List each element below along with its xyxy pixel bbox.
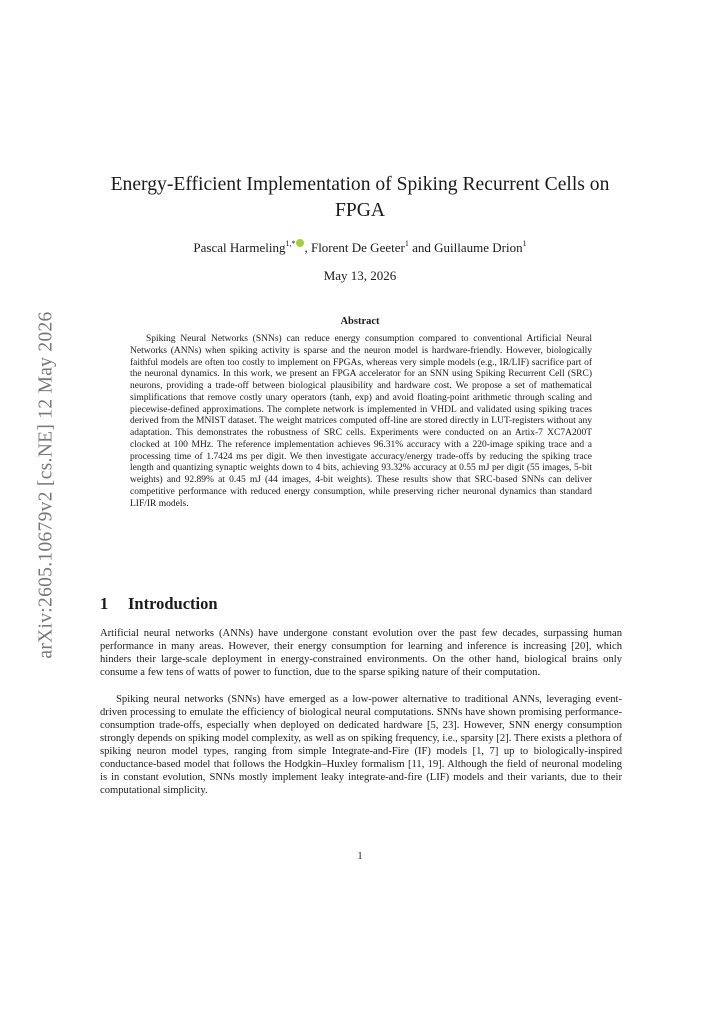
page-number: 1 xyxy=(357,851,363,862)
arxiv-stamp-text: arXiv:2605.10679v2 [cs.NE] 12 May 2026 xyxy=(36,311,57,659)
author-separator: and xyxy=(408,240,435,255)
section-heading xyxy=(100,594,620,614)
arxiv-identifier-stamp xyxy=(37,295,57,675)
section-title: Introduction xyxy=(128,594,218,613)
author-name: Florent De Geeter xyxy=(310,240,405,255)
author-affiliation: 1 xyxy=(522,238,527,248)
body-paragraph: Spiking neural networks (SNNs) have emerged as a low-power alternative to traditional ANNs, leveraging event-driven processing to emulate the efficiency of biological neural computations. SNNs have shown promising performance-consumption trade-offs, especially when deployed on dedicated hardware [5, 23]. However, SNN energy consumption strongly depends on spiking model complexity, as well as on spiking frequency, i.e., sparsity [2]. There exists a plethora of spiking neuron model types, ranging from simple Integrate-and-Fire (IF) models [1, 7] up to biologically-inspired conductance-based model that follows the Hodgkin–Huxley formalism [11, 19]. Although the field of neuronal modeling is in constant evolution, SNNs mostly implement leaky integrate-and-fire (LIF) models and their variants, due to their computational simplicity. xyxy=(100,694,622,797)
author-list xyxy=(90,239,630,256)
publication-date: May 13, 2026 xyxy=(323,268,397,283)
section-number: 1 xyxy=(100,594,109,613)
author-affiliation: 1 xyxy=(404,238,409,248)
body-paragraph: Artificial neural networks (ANNs) have undergone constant evolution over the past few decades, surpassing human performance in many areas. However, their energy consumption for learning and inference is increasing [20], which hinders their large-scale deployment in energy-constrained environments. On the other hand, biological brains only consume a few tens of watts of power to function, due to the sparse spiking nature of their computation. xyxy=(100,628,622,679)
abstract-heading: Abstract xyxy=(340,316,380,327)
author-name: Pascal Harmeling xyxy=(193,240,286,255)
abstract-text: Spiking Neural Networks (SNNs) can reduce energy consumption compared to conventional Artificial Neural Networks (ANNs) when spiking activity is sparse and the neuron model is hardware-friendly. However, biologically faithful models are often too costly to implement on FPGAs, whereas very simple models (e.g., IR/LIF) sacrifice part of the neuronal dynamics. In this work, we present an FPGA accelerator for an SNN using Spiking Recurrent Cell (SRC) neurons, providing a trade-off between biological plausibility and hardware cost. We propose a set of mathematical simplifications that remove costly unary operators (tanh, exp) and avoid floating-point arithmetic through scaling and piecewise-defined approximations. The complete network is implemented in VHDL and validated using spiking traces derived from the MNIST dataset. The weight matrices computed off-line are stored directly in LUT-registers without any adaptation. This demonstrates the robustness of SRC cells. Experiments were conducted on an Artix-7 XC7A200T clocked at 100 MHz. The reference implementation achieves 96.31% accuracy with a 220-image spiking trace and a processing time of 1.7424 ms per digit. We then investigate accuracy/energy trade-offs by reducing the spiking trace length and quantizing synaptic weights down to 4 bits, achieving 93.32% accuracy at 0.55 mJ per digit (55 images, 5-bit weights) and 92.89% at 0.45 mJ (44 images, 4-bit weights). These results show that SRC-based SNNs can deliver competitive performance with reduced energy consumption, while preserving richer neuronal dynamics than standard LIF/IR models. xyxy=(130,334,592,509)
paper-title: Energy-Efficient Implementation of Spiking Recurrent Cells on FPGA xyxy=(110,174,610,221)
author-separator: , xyxy=(304,240,311,255)
author-name: Guillaume Drion xyxy=(434,240,523,255)
author-affiliation: 1,* xyxy=(285,238,296,248)
